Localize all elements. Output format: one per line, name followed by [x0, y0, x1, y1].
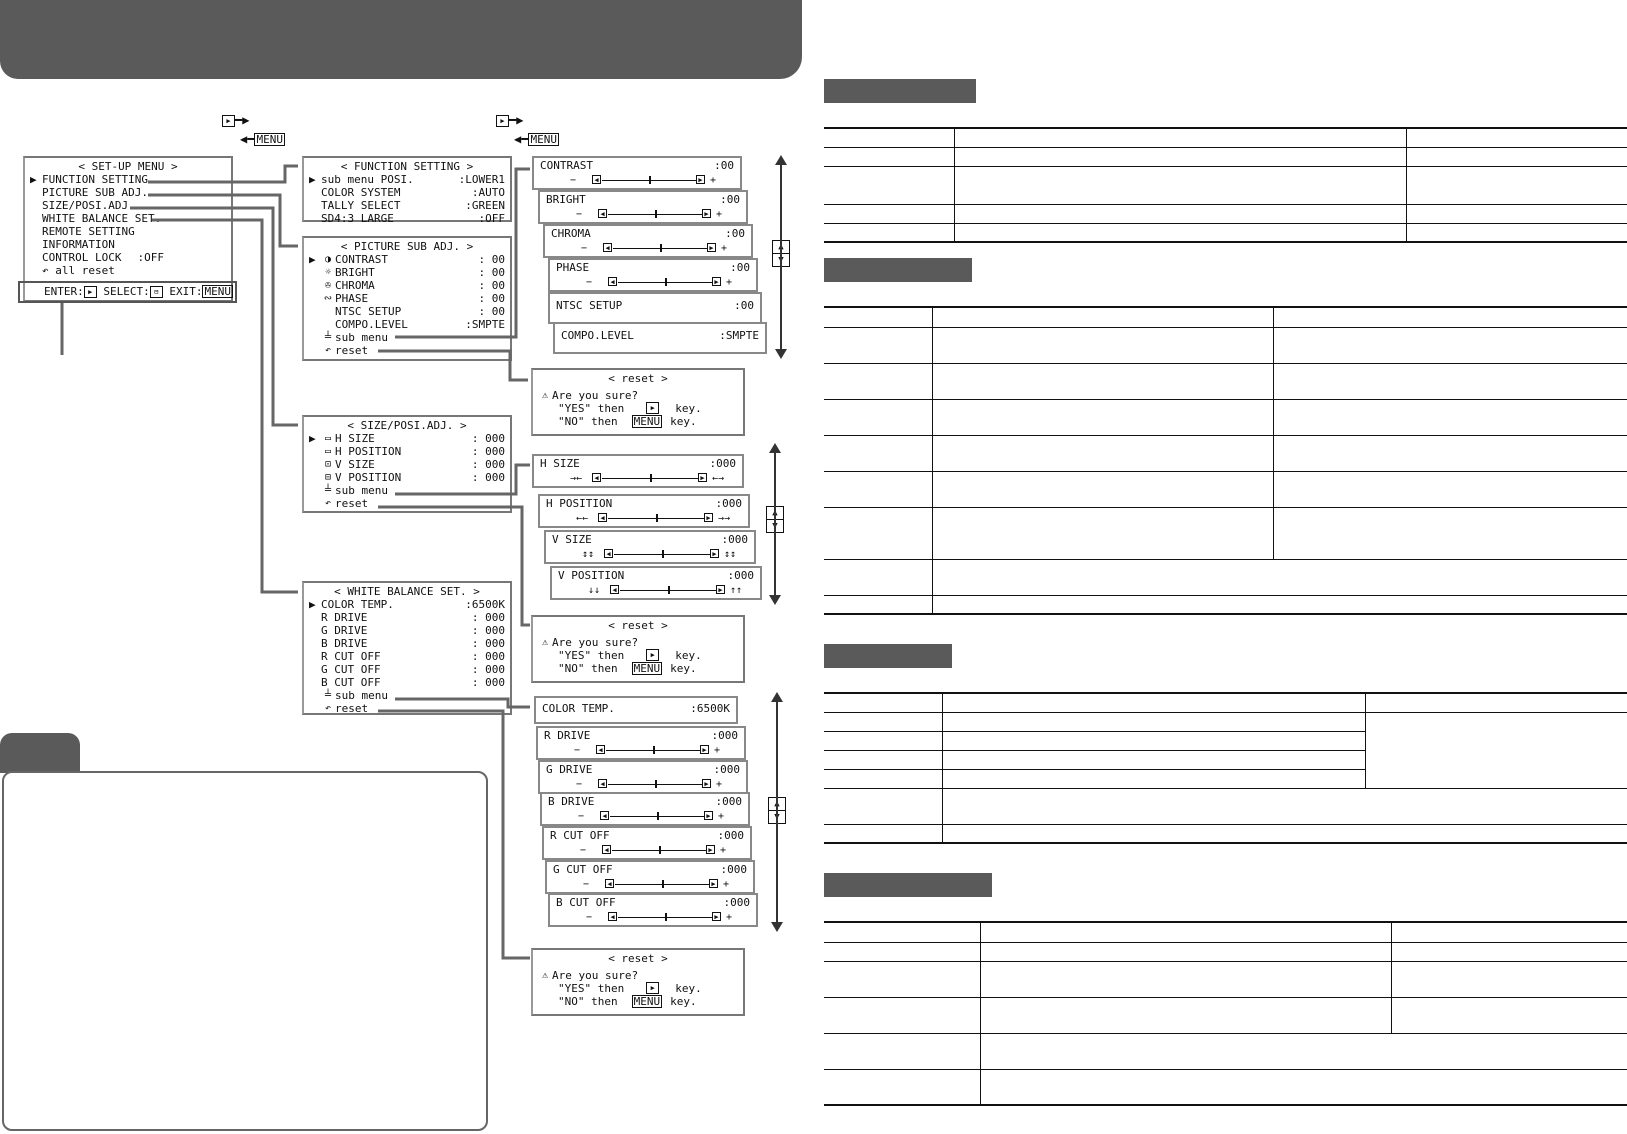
reset-question: Are you sure? [552, 389, 639, 402]
reset-yes-text: "YES" then [558, 402, 625, 415]
reset-no-text: "NO" then [558, 415, 618, 428]
slider-label: R DRIVE [544, 729, 591, 742]
wb-slider-r-cut-off[interactable] [542, 826, 752, 860]
settings-table-3 [824, 692, 1627, 844]
slider-minus-symbol: − [578, 811, 585, 822]
settings-table-4 [824, 921, 1627, 1106]
wb-row-reset[interactable]: ↶ reset [309, 702, 505, 715]
slider-knob[interactable] [665, 913, 667, 921]
slider-label: H SIZE [540, 457, 580, 470]
slider-left-icon[interactable]: ◀ [592, 175, 601, 184]
slider-track[interactable] [552, 548, 748, 560]
wb-slider-b-cut-off[interactable] [548, 893, 758, 927]
reset-question: Are you sure? [552, 969, 639, 982]
enter-key-legend: ▶ ━▶ [222, 113, 249, 127]
slider-left-icon[interactable]: ◀ [608, 912, 617, 921]
slider-left-icon[interactable]: ◀ [598, 513, 607, 522]
slider-track[interactable] [551, 242, 745, 254]
slider-value: :00 [725, 227, 745, 240]
slider-knob[interactable] [657, 812, 659, 820]
picture-row-chroma[interactable]: ✇ CHROMA : 00 [309, 279, 505, 292]
down-arrow-icon: ▼ [769, 810, 785, 823]
slider-left-icon[interactable]: ◀ [603, 243, 612, 252]
function-setting-menu [302, 156, 512, 225]
picture-row-reset[interactable]: ↶ reset [309, 344, 505, 357]
size-slider-v-size[interactable] [544, 530, 756, 564]
menu-item-control-lock[interactable]: CONTROL LOCK :OFF [42, 251, 164, 264]
picture-slider-contrast[interactable] [532, 156, 742, 190]
reset-icon: ↶ [324, 498, 332, 509]
slider-track[interactable] [556, 911, 750, 923]
picture-row-phase[interactable]: ∾ PHASE : 00 [309, 292, 505, 305]
warning-icon: ⚠ [541, 637, 549, 648]
reset-no-text: "NO" then [558, 662, 618, 675]
slider-minus-symbol: − [581, 243, 588, 254]
picture-row-ntsc-setup[interactable]: NTSC SETUP : 00 [335, 305, 505, 318]
enter-key-icon[interactable]: ▶ [646, 649, 659, 661]
white-balance-title: < WHITE BALANCE SET. > [334, 585, 480, 598]
slider-plus-symbol: + [726, 912, 733, 923]
enter-key-icon: ▶ [84, 286, 97, 298]
reset-icon: ↶ [42, 264, 56, 277]
slider-value: :000 [721, 533, 748, 546]
slider-label: H POSITION [546, 497, 613, 510]
wb-row-color-temp[interactable]: ▶ COLOR TEMP. :6500K [309, 598, 505, 611]
slider-track[interactable] [546, 208, 740, 220]
slider-label: G DRIVE [546, 763, 593, 776]
slider-left-icon[interactable]: ◀ [605, 879, 614, 888]
menu-item-size-posi-adj[interactable]: SIZE/POSI.ADJ. [42, 199, 135, 212]
down-arrow-icon: ▼ [767, 519, 783, 532]
bright-icon: ☼ [324, 267, 332, 278]
page-header-banner [0, 0, 802, 79]
wb-row-g-drive[interactable]: G DRIVE : 000 [321, 624, 505, 637]
select-key-icon: ⊟ [150, 286, 163, 298]
reset-dialog-size [531, 615, 745, 683]
slider-value: :000 [709, 457, 736, 470]
slider-minus-symbol: ↕↕ [582, 549, 595, 560]
slider-knob[interactable] [653, 746, 655, 754]
reset-dialog-title: < reset > [608, 952, 668, 965]
warning-icon: ⚠ [541, 970, 549, 981]
slider-right-icon[interactable]: ▶ [704, 513, 713, 522]
section-header-3 [824, 644, 952, 668]
slider-minus-symbol: − [586, 912, 593, 923]
setup-menu-footer: ENTER: ▶ SELECT: ⊟ EXIT: MENU [18, 281, 237, 303]
function-setting-title: < FUNCTION SETTING > [340, 160, 474, 173]
reset-dialog-title: < reset > [608, 619, 668, 632]
slider-knob[interactable] [659, 846, 661, 854]
reset-icon: ↶ [324, 703, 332, 714]
up-arrow-icon: ▲ [774, 799, 780, 809]
section-header-4 [824, 873, 992, 897]
wb-row-b-drive[interactable]: B DRIVE : 000 [321, 637, 505, 650]
slider-label: B DRIVE [548, 795, 595, 808]
menu-key-legend-2: ◀━ MENU [514, 132, 557, 146]
slider-plus-symbol: + [710, 175, 717, 186]
slider-track[interactable] [544, 744, 738, 756]
reset-yes-text: "YES" then [558, 982, 625, 995]
slider-label: CONTRAST [540, 159, 593, 172]
slider-right-icon[interactable]: ▶ [707, 243, 716, 252]
note-tab [0, 733, 80, 773]
slider-track[interactable] [546, 512, 742, 524]
picture-row-contrast[interactable]: ▶ ◑ CONTRAST : 00 [309, 253, 505, 266]
slider-track[interactable] [540, 472, 736, 484]
slider-label: G CUT OFF [553, 863, 613, 876]
wb-plain-color-temp: COLOR TEMP. :6500K [534, 696, 738, 724]
picture-plain-ntsc-setup: NTSC SETUP :00 [548, 292, 762, 324]
menu-key-icon[interactable]: MENU [633, 415, 661, 428]
slider-label: BRIGHT [546, 193, 586, 206]
function-row-color-system[interactable]: COLOR SYSTEM :AUTO [321, 186, 505, 199]
slider-knob[interactable] [660, 244, 662, 252]
slider-right-icon[interactable]: ▶ [702, 209, 711, 218]
sub-menu-icon: ╧ [324, 690, 332, 701]
reset-dialog-picture [531, 368, 745, 436]
wb-slider-b-drive[interactable] [540, 792, 750, 826]
slider-knob[interactable] [668, 586, 670, 594]
slider-track[interactable] [556, 276, 750, 288]
enter-key-icon[interactable]: ▶ [646, 982, 659, 994]
menu-item-information[interactable]: INFORMATION [42, 238, 115, 251]
slider-label: B CUT OFF [556, 896, 616, 909]
sub-menu-icon: ╧ [324, 485, 332, 496]
settings-table-1 [824, 127, 1627, 243]
size-posi-title: < SIZE/POSI.ADJ. > [347, 419, 467, 432]
reset-key-text: key. [675, 402, 702, 415]
white-balance-menu [302, 581, 512, 715]
reset-dialog-title: < reset > [608, 372, 668, 385]
note-box [2, 771, 488, 1131]
slider-plus-symbol: + [726, 277, 733, 288]
up-down-keys-wb [768, 797, 786, 824]
size-row-reset[interactable]: ↶ reset [309, 497, 505, 510]
up-arrow-icon: ▲ [772, 508, 778, 518]
slider-left-icon[interactable]: ◀ [598, 779, 607, 788]
contrast-icon: ◑ [324, 254, 332, 265]
menu-item-white-balance-set[interactable]: WHITE BALANCE SET. [42, 212, 162, 225]
slider-knob[interactable] [665, 278, 667, 286]
picture-sub-adj-menu [302, 236, 512, 361]
slider-plus-symbol: + [716, 779, 723, 790]
size-row-h-size[interactable]: ▶ ▭ H SIZE : 000 [309, 432, 505, 445]
slider-value: :00 [714, 159, 734, 172]
picture-sub-adj-title: < PICTURE SUB ADJ. > [340, 240, 474, 253]
slider-track[interactable] [546, 778, 740, 790]
slider-track[interactable] [540, 174, 734, 186]
slider-value: :000 [723, 896, 750, 909]
slider-plus-symbol: + [716, 209, 723, 220]
slider-value: :000 [727, 569, 754, 582]
picture-row-bright[interactable]: ☼ BRIGHT : 00 [309, 266, 505, 279]
size-posi-adj-menu [302, 415, 512, 513]
menu-key-icon[interactable]: MENU [633, 995, 661, 1008]
menu-item-picture-sub-adj[interactable]: PICTURE SUB ADJ. [42, 186, 148, 199]
slider-right-icon[interactable]: ▶ [700, 745, 709, 754]
slider-value: :000 [715, 497, 742, 510]
picture-slider-chroma[interactable] [543, 224, 753, 258]
slider-plus-symbol: ↑↑ [730, 585, 743, 596]
menu-key-icon: MENU [256, 133, 283, 146]
slider-right-icon[interactable]: ▶ [702, 779, 711, 788]
slider-label: PHASE [556, 261, 590, 274]
enter-key-icon: ▶ [222, 115, 235, 127]
slider-left-icon[interactable]: ◀ [608, 277, 617, 286]
slider-left-icon[interactable]: ◀ [600, 811, 609, 820]
slider-minus-symbol: ↓↓ [588, 585, 601, 596]
wb-row-b-cut-off[interactable]: B CUT OFF : 000 [321, 676, 505, 689]
slider-label: V POSITION [558, 569, 625, 582]
slider-minus-symbol: − [583, 879, 590, 890]
slider-minus-symbol: − [576, 209, 583, 220]
slider-value: :000 [715, 795, 742, 808]
size-row-v-position[interactable]: ⊟ V POSITION : 000 [309, 471, 505, 484]
size-slider-h-size[interactable] [532, 454, 744, 488]
setup-menu-title: < SET-UP MENU > [78, 160, 178, 173]
slider-value: :000 [717, 829, 744, 842]
reset-yes-text: "YES" then [558, 649, 625, 662]
reset-icon: ↶ [324, 345, 332, 356]
v-position-icon: ⊟ [324, 472, 332, 483]
size-row-v-size[interactable]: ⊡ V SIZE : 000 [309, 458, 505, 471]
enter-key-legend-2: ▶ ━▶ [496, 113, 523, 127]
wb-row-r-drive[interactable]: R DRIVE : 000 [321, 611, 505, 624]
menu-item-function-setting[interactable]: ▶ FUNCTION SETTING [30, 173, 148, 186]
slider-minus-symbol: ←← [576, 513, 589, 524]
reset-dialog-white-balance [531, 948, 745, 1016]
slider-knob[interactable] [649, 176, 651, 184]
slider-left-icon[interactable]: ◀ [610, 585, 619, 594]
menu-key-icon: MENU [530, 133, 557, 146]
picture-plain-compo-level: COMPO.LEVEL :SMPTE [553, 322, 767, 354]
slider-plus-symbol: →→ [718, 513, 731, 524]
slider-plus-symbol: + [723, 879, 730, 890]
wb-slider-r-drive[interactable] [536, 726, 746, 760]
slider-left-icon[interactable]: ◀ [596, 745, 605, 754]
slider-label: V SIZE [552, 533, 592, 546]
slider-minus-symbol: − [576, 779, 583, 790]
picture-slider-bright[interactable] [538, 190, 748, 224]
menu-key-legend: ◀━ MENU [240, 132, 283, 146]
slider-knob[interactable] [662, 550, 664, 558]
slider-minus-symbol: − [580, 845, 587, 856]
slider-plus-symbol: + [718, 811, 725, 822]
slider-plus-symbol: ↕↕ [724, 549, 737, 560]
wb-row-r-cut-off[interactable]: R CUT OFF : 000 [321, 650, 505, 663]
settings-table-2 [824, 306, 1627, 615]
slider-knob[interactable] [656, 514, 658, 522]
reset-key-text: key. [670, 662, 697, 675]
wb-slider-g-drive[interactable] [538, 760, 748, 794]
slider-left-icon[interactable]: ◀ [602, 845, 611, 854]
chroma-icon: ✇ [324, 280, 332, 291]
function-row-tally-select[interactable]: TALLY SELECT :GREEN [321, 199, 505, 212]
section-header-2 [824, 258, 972, 282]
slider-right-icon[interactable]: ▶ [696, 175, 705, 184]
slider-minus-symbol: →← [570, 473, 583, 484]
sub-menu-icon: ╧ [324, 332, 332, 343]
slider-track[interactable] [553, 878, 747, 890]
up-down-keys-picture [772, 240, 790, 267]
enter-key-icon: ▶ [496, 115, 509, 127]
up-arrow-icon: ▲ [778, 242, 784, 252]
reset-key-text: key. [670, 415, 697, 428]
up-down-keys-size [766, 506, 784, 533]
slider-left-icon[interactable]: ◀ [598, 209, 607, 218]
slider-left-icon[interactable]: ◀ [604, 549, 613, 558]
slider-left-icon[interactable]: ◀ [592, 473, 601, 482]
h-position-icon: ▭ [324, 446, 332, 457]
reset-question: Are you sure? [552, 636, 639, 649]
menu-key-icon: MENU [204, 285, 231, 298]
menu-item-remote-setting[interactable]: REMOTE SETTING [42, 225, 135, 238]
warning-icon: ⚠ [541, 390, 549, 401]
slider-minus-symbol: − [570, 175, 577, 186]
slider-value: :000 [720, 863, 747, 876]
reset-key-text: key. [670, 995, 697, 1008]
picture-slider-phase[interactable] [548, 258, 758, 292]
slider-value: :00 [730, 261, 750, 274]
size-slider-v-position[interactable] [550, 566, 762, 600]
reset-no-text: "NO" then [558, 995, 618, 1008]
slider-knob[interactable] [655, 210, 657, 218]
slider-minus-symbol: − [586, 277, 593, 288]
menu-item-all-reset[interactable]: ↶ all reset [42, 264, 115, 277]
picture-row-sub-menu[interactable]: ╧ sub menu [309, 331, 505, 344]
enter-key-icon[interactable]: ▶ [646, 402, 659, 414]
section-header-1 [824, 79, 976, 103]
slider-track[interactable] [558, 584, 754, 596]
down-arrow-icon: ▼ [773, 253, 789, 266]
h-size-icon: ▭ [324, 433, 332, 444]
size-row-h-position[interactable]: ▭ H POSITION : 000 [309, 445, 505, 458]
function-row-sub-menu-posi[interactable]: ▶ sub menu POSI. :LOWER1 [309, 173, 505, 186]
wb-row-sub-menu[interactable]: ╧ sub menu [309, 689, 505, 702]
slider-knob[interactable] [662, 880, 664, 888]
slider-knob[interactable] [655, 780, 657, 788]
slider-plus-symbol: ←→ [712, 473, 725, 484]
slider-right-icon[interactable]: ▶ [712, 277, 721, 286]
slider-track[interactable] [550, 844, 744, 856]
function-row-sd43-large[interactable]: SD4:3 LARGE :OFF [321, 212, 505, 225]
slider-plus-symbol: + [720, 845, 727, 856]
slider-value: :000 [713, 763, 740, 776]
slider-right-icon[interactable]: ▶ [706, 845, 715, 854]
slider-label: CHROMA [551, 227, 591, 240]
slider-value: :000 [711, 729, 738, 742]
slider-track[interactable] [548, 810, 742, 822]
slider-knob[interactable] [650, 474, 652, 482]
slider-minus-symbol: − [574, 745, 581, 756]
phase-icon: ∾ [323, 293, 333, 304]
size-slider-h-position[interactable] [538, 494, 750, 528]
slider-label: R CUT OFF [550, 829, 610, 842]
wb-slider-g-cut-off[interactable] [545, 860, 755, 894]
menu-key-icon[interactable]: MENU [633, 662, 661, 675]
slider-right-icon[interactable]: ▶ [704, 811, 713, 820]
slider-value: :00 [720, 193, 740, 206]
slider-right-icon[interactable]: ▶ [698, 473, 707, 482]
wb-row-g-cut-off[interactable]: G CUT OFF : 000 [321, 663, 505, 676]
slider-right-icon[interactable]: ▶ [716, 585, 725, 594]
slider-right-icon[interactable]: ▶ [710, 549, 719, 558]
reset-key-text: key. [675, 982, 702, 995]
slider-plus-symbol: + [721, 243, 728, 254]
slider-right-icon[interactable]: ▶ [709, 879, 718, 888]
size-row-sub-menu[interactable]: ╧ sub menu [309, 484, 505, 497]
slider-right-icon[interactable]: ▶ [712, 912, 721, 921]
v-size-icon: ⊡ [324, 459, 332, 470]
reset-key-text: key. [675, 649, 702, 662]
slider-plus-symbol: + [714, 745, 721, 756]
picture-row-compo-level[interactable]: COMPO.LEVEL :SMPTE [335, 318, 505, 331]
